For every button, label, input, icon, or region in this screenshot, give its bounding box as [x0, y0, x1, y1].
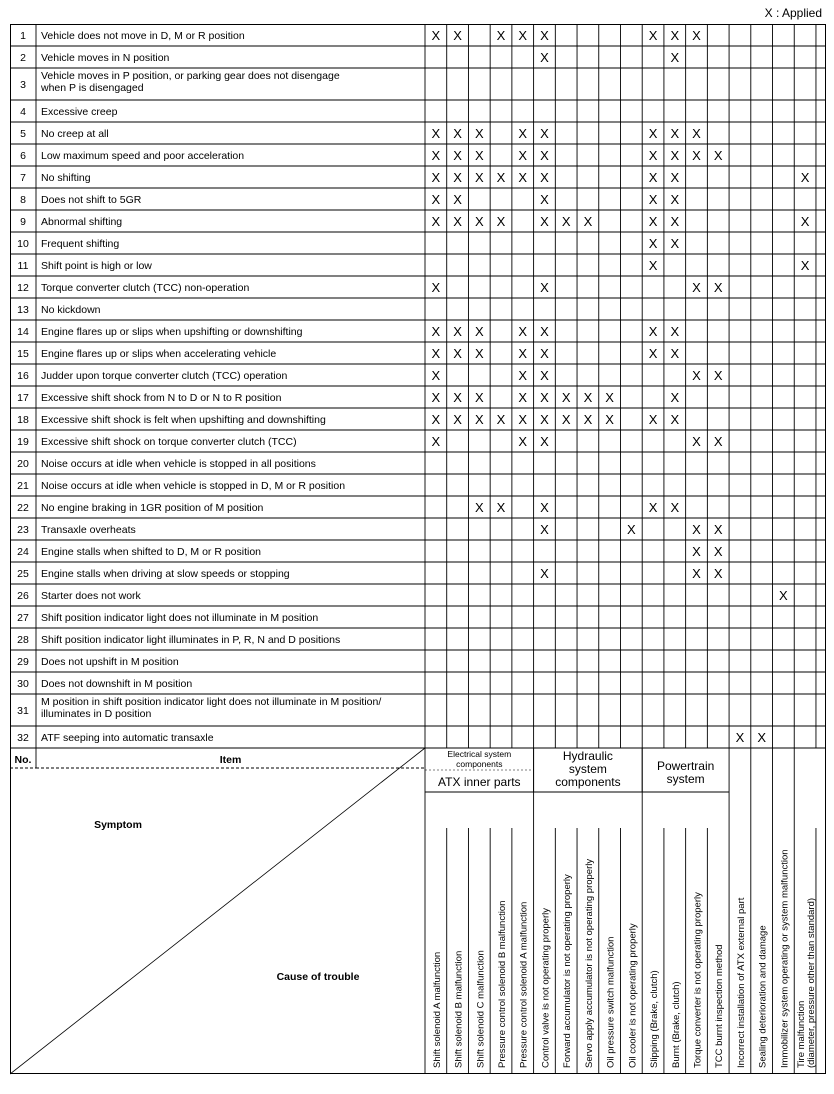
applied-mark: X	[648, 170, 658, 185]
applied-mark: X	[670, 412, 680, 427]
row-number: 15	[17, 348, 29, 360]
applied-mark: X	[518, 346, 528, 361]
applied-mark: X	[496, 214, 506, 229]
applied-mark: X	[779, 588, 788, 603]
row-number: 21	[17, 480, 29, 492]
group-atx-inner-parts-label: ATX inner parts	[438, 775, 521, 789]
applied-mark: X	[431, 214, 441, 229]
applied-mark: X	[540, 390, 549, 405]
applied-mark: X	[431, 368, 441, 383]
cause-heading: Slipping (Brake, clutch)	[649, 970, 661, 1068]
applied-mark: X	[453, 346, 462, 361]
applied-mark: X	[692, 368, 701, 383]
applied-mark: X	[561, 390, 571, 405]
applied-mark: X	[648, 346, 658, 361]
applied-mark: X	[540, 192, 549, 207]
row-number: 22	[17, 502, 29, 514]
cause-heading: Shift solenoid B malfunction	[453, 950, 465, 1068]
row-number: 29	[17, 656, 29, 668]
applied-mark: X	[453, 126, 462, 141]
applied-mark: X	[453, 214, 462, 229]
cause-heading: Control valve is not operating properly	[540, 907, 552, 1068]
applied-mark: X	[474, 324, 484, 339]
row-number: 14	[17, 326, 29, 338]
row-symptom: Engine stalls when shifted to D, M or R position	[41, 546, 262, 558]
applied-mark: X	[692, 126, 701, 141]
row-symptom: Shift point is high or low	[41, 260, 152, 272]
applied-mark: X	[453, 192, 462, 207]
row-symptom: ATF seeping into automatic transaxle	[41, 732, 214, 744]
row-symptom: No shifting	[41, 172, 91, 184]
row-symptom: No engine braking in 1GR position of M position	[41, 502, 264, 514]
applied-mark: X	[692, 566, 701, 581]
row-symptom: No kickdown	[41, 304, 101, 316]
applied-mark: X	[453, 412, 462, 427]
applied-mark: X	[431, 170, 441, 185]
applied-mark: X	[648, 236, 658, 251]
applied-mark: X	[713, 368, 723, 383]
cause-of-trouble-label: Cause of trouble	[276, 971, 360, 983]
row-number: 26	[17, 590, 29, 602]
applied-mark: X	[692, 434, 701, 449]
applied-mark: X	[496, 500, 506, 515]
applied-mark: X	[518, 324, 528, 339]
applied-mark: X	[670, 236, 680, 251]
row-number: 7	[20, 172, 26, 184]
applied-mark: X	[648, 192, 658, 207]
applied-mark: X	[648, 126, 658, 141]
applied-mark: X	[670, 214, 680, 229]
no-header: No.	[14, 754, 32, 766]
symptom-cause-table	[10, 24, 826, 1088]
row-symptom: Excessive creep	[41, 106, 118, 118]
applied-mark: X	[627, 522, 636, 537]
applied-mark: X	[583, 412, 593, 427]
applied-mark: X	[540, 214, 549, 229]
row-number: 9	[20, 216, 26, 228]
applied-mark: X	[670, 50, 680, 65]
row-symptom: Shift position indicator light does not illuminate in M position	[41, 612, 319, 624]
applied-mark: X	[474, 126, 484, 141]
applied-mark: X	[431, 148, 441, 163]
applied-mark: X	[453, 324, 462, 339]
row-symptom: Starter does not work	[41, 590, 141, 602]
applied-mark: X	[648, 214, 658, 229]
applied-mark: X	[670, 390, 680, 405]
cause-heading: Shift solenoid A malfunction	[431, 951, 443, 1068]
applied-mark: X	[648, 258, 658, 273]
applied-mark: X	[670, 126, 680, 141]
applied-mark: X	[540, 126, 549, 141]
row-number: 24	[17, 546, 29, 558]
applied-mark: X	[474, 170, 484, 185]
applied-mark: X	[518, 368, 528, 383]
cause-heading: Pressure control solenoid A malfunction	[518, 901, 530, 1068]
applied-mark: X	[670, 324, 680, 339]
row-number: 28	[17, 634, 29, 646]
applied-mark: X	[453, 28, 462, 43]
applied-mark: X	[583, 214, 593, 229]
applied-mark: X	[648, 412, 658, 427]
applied-mark: X	[474, 500, 484, 515]
group-hydraulic-label: system	[568, 762, 607, 776]
applied-mark: X	[540, 170, 549, 185]
row-number: 19	[17, 436, 29, 448]
row-symptom: Vehicle does not move in D, M or R position	[41, 30, 245, 42]
group-electrical-label: Electrical system	[447, 749, 512, 759]
row-number: 25	[17, 568, 29, 580]
applied-mark: X	[692, 28, 701, 43]
row-symptom: Does not upshift in M position	[41, 656, 179, 668]
applied-mark: X	[474, 214, 484, 229]
row-number: 4	[20, 106, 26, 118]
row-symptom: Abnormal shifting	[41, 216, 123, 228]
row-number: 16	[17, 370, 29, 382]
cause-heading: Torque converter is not operating properly	[692, 892, 704, 1068]
applied-mark: X	[474, 148, 484, 163]
group-hydraulic-label: Hydraulic	[562, 749, 613, 763]
applied-mark: X	[431, 412, 441, 427]
row-number: 1	[20, 30, 26, 42]
applied-mark: X	[540, 50, 549, 65]
cause-heading: Servo apply accumulator is not operating properly	[583, 858, 595, 1068]
row-symptom: Shift position indicator light illuminates in P, R, N and D positions	[41, 634, 341, 646]
cause-heading: TCC burnt inspection method	[714, 944, 726, 1068]
applied-mark: X	[540, 28, 549, 43]
applied-mark: X	[648, 324, 658, 339]
row-number: 10	[17, 238, 29, 250]
row-number: 12	[17, 282, 29, 294]
applied-mark: X	[561, 214, 571, 229]
applied-mark: X	[431, 324, 441, 339]
cause-heading: Sealing deterioration and damage	[757, 925, 769, 1068]
applied-mark: X	[431, 126, 441, 141]
applied-mark: X	[713, 280, 723, 295]
applied-mark: X	[670, 192, 680, 207]
row-symptom: Excessive shift shock is felt when upshifting and downshifting	[41, 414, 326, 426]
row-number: 20	[17, 458, 29, 470]
row-number: 2	[20, 52, 26, 64]
row-symptom: Engine flares up or slips when accelerating vehicle	[41, 348, 277, 360]
applied-mark: X	[800, 170, 810, 185]
applied-mark: X	[496, 28, 506, 43]
applied-mark: X	[518, 28, 528, 43]
applied-mark: X	[474, 346, 484, 361]
applied-mark: X	[453, 390, 462, 405]
applied-mark: X	[670, 28, 680, 43]
applied-mark: X	[431, 390, 441, 405]
row-number: 6	[20, 150, 26, 162]
applied-mark: X	[453, 170, 462, 185]
group-hydraulic-label: components	[555, 775, 621, 789]
symptom-label: Symptom	[94, 819, 142, 831]
applied-mark: X	[518, 434, 528, 449]
group-electrical-label: components	[456, 759, 503, 769]
applied-mark: X	[540, 500, 549, 515]
row-number: 30	[17, 678, 29, 690]
applied-mark: X	[713, 522, 723, 537]
row-number: 27	[17, 612, 29, 624]
applied-mark: X	[713, 148, 723, 163]
applied-mark: X	[692, 522, 701, 537]
applied-mark: X	[713, 434, 723, 449]
applied-mark: X	[692, 148, 701, 163]
cause-heading: Tire malfunction	[796, 1000, 808, 1068]
cause-heading: Oil cooler is not operating properly	[627, 923, 639, 1068]
applied-mark: X	[648, 28, 658, 43]
applied-mark: X	[692, 280, 701, 295]
row-symptom: Transaxle overheats	[41, 524, 136, 536]
group-powertrain-label: system	[666, 772, 705, 786]
applied-mark: X	[540, 522, 549, 537]
row-symptom: Vehicle moves in P position, or parking gear does not disengage	[41, 70, 340, 82]
applied-mark: X	[735, 730, 745, 745]
applied-mark: X	[496, 170, 506, 185]
cause-heading: Shift solenoid C malfunction	[475, 950, 487, 1068]
applied-mark: X	[540, 148, 549, 163]
applied-mark: X	[518, 170, 528, 185]
applied-mark: X	[670, 500, 680, 515]
applied-mark: X	[713, 566, 723, 581]
row-number: 8	[20, 194, 26, 206]
row-symptom: Excessive shift shock on torque converter clutch (TCC)	[41, 436, 297, 448]
row-symptom: M position in shift position indicator light does not illuminate in M position/	[41, 696, 382, 708]
legend-applied: X : Applied	[764, 6, 822, 20]
cause-heading: Pressure control solenoid B malfunction	[497, 900, 509, 1068]
row-number: 31	[17, 705, 29, 717]
applied-mark: X	[540, 368, 549, 383]
row-symptom: Noise occurs at idle when vehicle is stopped in all positions	[41, 458, 316, 470]
applied-mark: X	[474, 390, 484, 405]
applied-mark: X	[431, 192, 441, 207]
row-number: 32	[17, 732, 29, 744]
applied-mark: X	[431, 346, 441, 361]
row-symptom: Low maximum speed and poor acceleration	[41, 150, 245, 162]
applied-mark: X	[605, 412, 614, 427]
applied-mark: X	[540, 434, 549, 449]
row-number: 13	[17, 304, 29, 316]
row-number: 11	[17, 260, 29, 272]
row-symptom: when P is disengaged	[41, 82, 144, 94]
applied-mark: X	[453, 148, 462, 163]
applied-mark: X	[648, 148, 658, 163]
applied-mark: X	[800, 214, 810, 229]
applied-mark: X	[518, 148, 528, 163]
applied-mark: X	[431, 28, 441, 43]
cause-heading: Burnt (Brake, clutch)	[670, 981, 682, 1068]
applied-mark: X	[496, 412, 506, 427]
item-header: Item	[219, 754, 242, 766]
row-symptom: Does not downshift in M position	[41, 678, 193, 690]
row-symptom: Does not shift to 5GR	[41, 194, 142, 206]
row-symptom: Engine flares up or slips when upshifting or downshifting	[41, 326, 303, 338]
applied-mark: X	[670, 170, 680, 185]
row-symptom: Engine stalls when driving at slow speeds or stopping	[41, 568, 290, 580]
row-number: 17	[17, 392, 29, 404]
row-number: 3	[20, 79, 26, 91]
row-symptom: Judder upon torque converter clutch (TCC) operation	[41, 370, 288, 382]
applied-mark: X	[605, 390, 614, 405]
cause-heading: Immobilizer system operating or system malfunction	[779, 849, 791, 1068]
applied-mark: X	[474, 412, 484, 427]
applied-mark: X	[648, 500, 658, 515]
applied-mark: X	[583, 390, 593, 405]
applied-mark: X	[518, 390, 528, 405]
group-powertrain-label: Powertrain	[656, 759, 715, 773]
applied-mark: X	[561, 412, 571, 427]
row-symptom: Frequent shifting	[41, 238, 120, 250]
row-number: 5	[20, 128, 26, 140]
applied-mark: X	[670, 148, 680, 163]
applied-mark: X	[670, 346, 680, 361]
cause-heading: Incorrect installation of ATX external part	[735, 897, 747, 1068]
applied-mark: X	[540, 412, 549, 427]
row-number: 23	[17, 524, 29, 536]
applied-mark: X	[692, 544, 701, 559]
applied-mark: X	[757, 730, 766, 745]
cause-heading: Forward accumulator is not operating properly	[562, 874, 574, 1068]
row-symptom: Noise occurs at idle when vehicle is stopped in D, M or R position	[41, 480, 346, 492]
cause-heading: (diameter, pressure other than standard)	[806, 897, 818, 1068]
applied-mark: X	[800, 258, 810, 273]
applied-mark: X	[431, 434, 441, 449]
applied-mark: X	[431, 280, 441, 295]
applied-mark: X	[518, 126, 528, 141]
row-symptom: Vehicle moves in N position	[41, 52, 170, 64]
applied-mark: X	[518, 412, 528, 427]
row-number: 18	[17, 414, 29, 426]
cause-heading: Oil pressure switch malfunction	[605, 936, 617, 1068]
applied-mark: X	[540, 566, 549, 581]
applied-mark: X	[713, 544, 723, 559]
row-symptom: No creep at all	[41, 128, 109, 140]
applied-mark: X	[540, 346, 549, 361]
row-symptom: Torque converter clutch (TCC) non-operation	[41, 282, 250, 294]
row-symptom: Excessive shift shock from N to D or N to R position	[41, 392, 282, 404]
applied-mark: X	[540, 324, 549, 339]
row-symptom: illuminates in D position	[41, 708, 152, 720]
applied-mark: X	[540, 280, 549, 295]
